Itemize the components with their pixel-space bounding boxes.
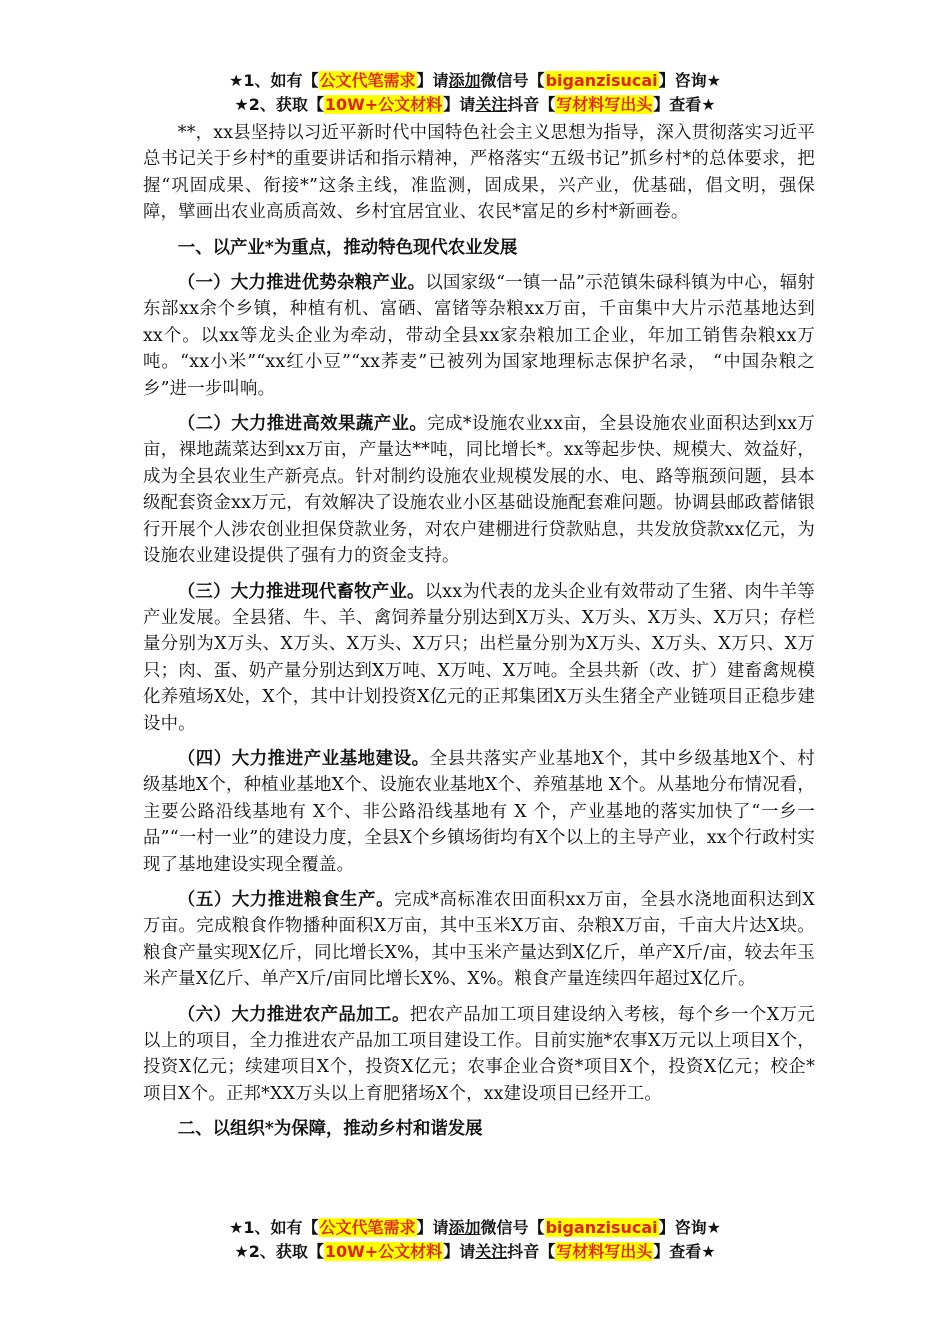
promo-highlight: 10W+公文材料	[324, 1242, 443, 1261]
item-title: （六）大力推进农产品加工。	[177, 1004, 410, 1025]
section-item-paragraph	[143, 411, 815, 569]
promo-line-2: ★2、获取【10W+公文材料】请关注抖音【写材料写出头】查看★	[234, 95, 716, 114]
item-title: （五）大力推进粮食生产。	[177, 889, 395, 910]
promo-wechat-id: biganzisucai	[545, 1218, 658, 1237]
item-text: 完成*高标准农田面积xx万亩，全县水浇地面积达到X万亩。完成粮食作物播种面积X万亩，其中玉米X万亩、杂粮X万亩，千亩大片达X块。粮食产量实现X亿斤，同比增长X%，其中玉米产量达到X亿斤，单产X斤/亩，较去年玉米产量X亿斤、单产X斤/亩同比增长X%、X%。粮食产量连续四年超过X亿斤。	[143, 889, 815, 990]
item-title: （二）大力推进高效果蔬产业。	[177, 414, 428, 435]
promo-line-1: ★1、如有【公文代笔需求】请添加微信号【biganzisucai】咨询★	[229, 71, 721, 90]
promo-banner-top	[0, 69, 950, 114]
section-heading: 一、以产业*为重点，推动特色现代农业发展	[177, 237, 518, 258]
promo-line-2: ★2、获取【10W+公文材料】请关注抖音【写材料写出头】查看★	[234, 1242, 716, 1261]
section-item-paragraph	[143, 746, 815, 878]
item-title: （四）大力推进产业基地建设。	[177, 748, 430, 769]
intro-paragraph: **，xx县坚持以习近平新时代中国特色社会主义思想为指导，深入贯彻落实习近平总书记关于乡村*的重要讲话和指示精神，严格落实“五级书记”抓乡村*的总体要求，把握“巩固成果、衔接*”这条主线，准监测，固成果，兴产业，优基础，倡文明，强保障，擘画出农业高质高效、乡村宜居宜业、农民*富足的乡村*新画卷。	[143, 123, 815, 223]
item-title: （三）大力推进现代畜牧产业。	[177, 581, 425, 602]
item-title: （一）大力推进优势杂粮产业。	[177, 273, 426, 294]
section-item-paragraph	[143, 1002, 815, 1108]
promo-line-1: ★1、如有【公文代笔需求】请添加微信号【biganzisucai】咨询★	[229, 1218, 721, 1237]
promo-douyin-id: 写材料写出头	[556, 1242, 653, 1261]
item-text: 全县共落实产业基地X个，其中乡级基地X个、村级基地X个，种植业基地X个、设施农业基地X个、养殖基地 X个。从基地分布情况看，主要公路沿线基地有 X个、非公路沿线基地有 X 个，产业基地的落实加快了“一乡一品”“一村一业”的建设力度，全县X个乡镇场街均有X个以上的主导产业，xx个行政村实现了基地建设实现全覆盖。	[143, 748, 815, 875]
promo-highlight: 公文代笔需求	[319, 1218, 416, 1237]
promo-highlight: 公文代笔需求	[319, 71, 416, 90]
item-text: 把农产品加工项目建设纳入考核，每个乡一个X万元以上的项目，全力推进农产品加工项目建设工作。目前实施*农事X万元以上项目X个，投资X亿元；续建项目X个，投资X亿元；农事企业合资*项目X个，投资X亿元；校企*项目X个。正邦*XX万头以上育肥猪场X个，xx建设项目已经开工。	[143, 1004, 815, 1104]
promo-highlight: 10W+公文材料	[324, 95, 443, 114]
section-heading: 二、以组织*为保障，推动乡村和谐发展	[177, 1119, 483, 1140]
section-item-paragraph	[143, 579, 815, 737]
promo-douyin-id: 写材料写出头	[556, 95, 653, 114]
section-item-paragraph	[143, 270, 815, 402]
document-body	[143, 120, 815, 1152]
item-text: 以xx为代表的龙头企业有效带动了生猪、肉牛羊等产业发展。全县猪、牛、羊、禽饲养量分别达到X万头、X万头、X万头、X万只；存栏量分别为X万头、X万头、X万头、X万只；出栏量分别为X万头、X万头、X万只、X万只；肉、蛋、奶产量分别达到X万吨、X万吨、X万吨。全县共新（改、扩）建畜禽规模化养殖场X处，X个，其中计划投资X亿元的正邦集团X万头生猪全产业链项目正稳步建设中。	[143, 581, 815, 734]
section-item-paragraph	[143, 887, 815, 993]
item-text: 以国家级“一镇一品”示范镇朱碌科镇为中心，辐射东部xx余个乡镇，种植有机、富硒、富锗等杂粮xx万亩，千亩集中大片示范基地达到xx个。以xx等龙头企业为牵动，带动全县xx家杂粮加工企业，年加工销售杂粮xx万吨。“xx小米”“xx红小豆”“xx荞麦”已被列为国家地理标志保护名录， “中国杂粮之乡”进一步叫响。	[143, 273, 815, 399]
item-text: 完成*设施农业xx亩，全县设施农业面积达到xx万亩，裸地蔬菜达到xx万亩，产量达**吨，同比增长*。xx等起步快、规模大、效益好，成为全县农业生产新亮点。针对制约设施农业规模发展的水、电、路等瓶颈问题，县本级配套资金xx万元，有效解决了设施农业小区基础设施配套难问题。协调县邮政蓄储银行开展个人涉农创业担保贷款业务，对农户建棚进行贷款贴息，共发放贷款xx亿元，为设施农业建设提供了强有力的资金支持。	[143, 414, 815, 567]
promo-banner-bottom	[0, 1216, 950, 1261]
promo-wechat-id: biganzisucai	[545, 71, 658, 90]
